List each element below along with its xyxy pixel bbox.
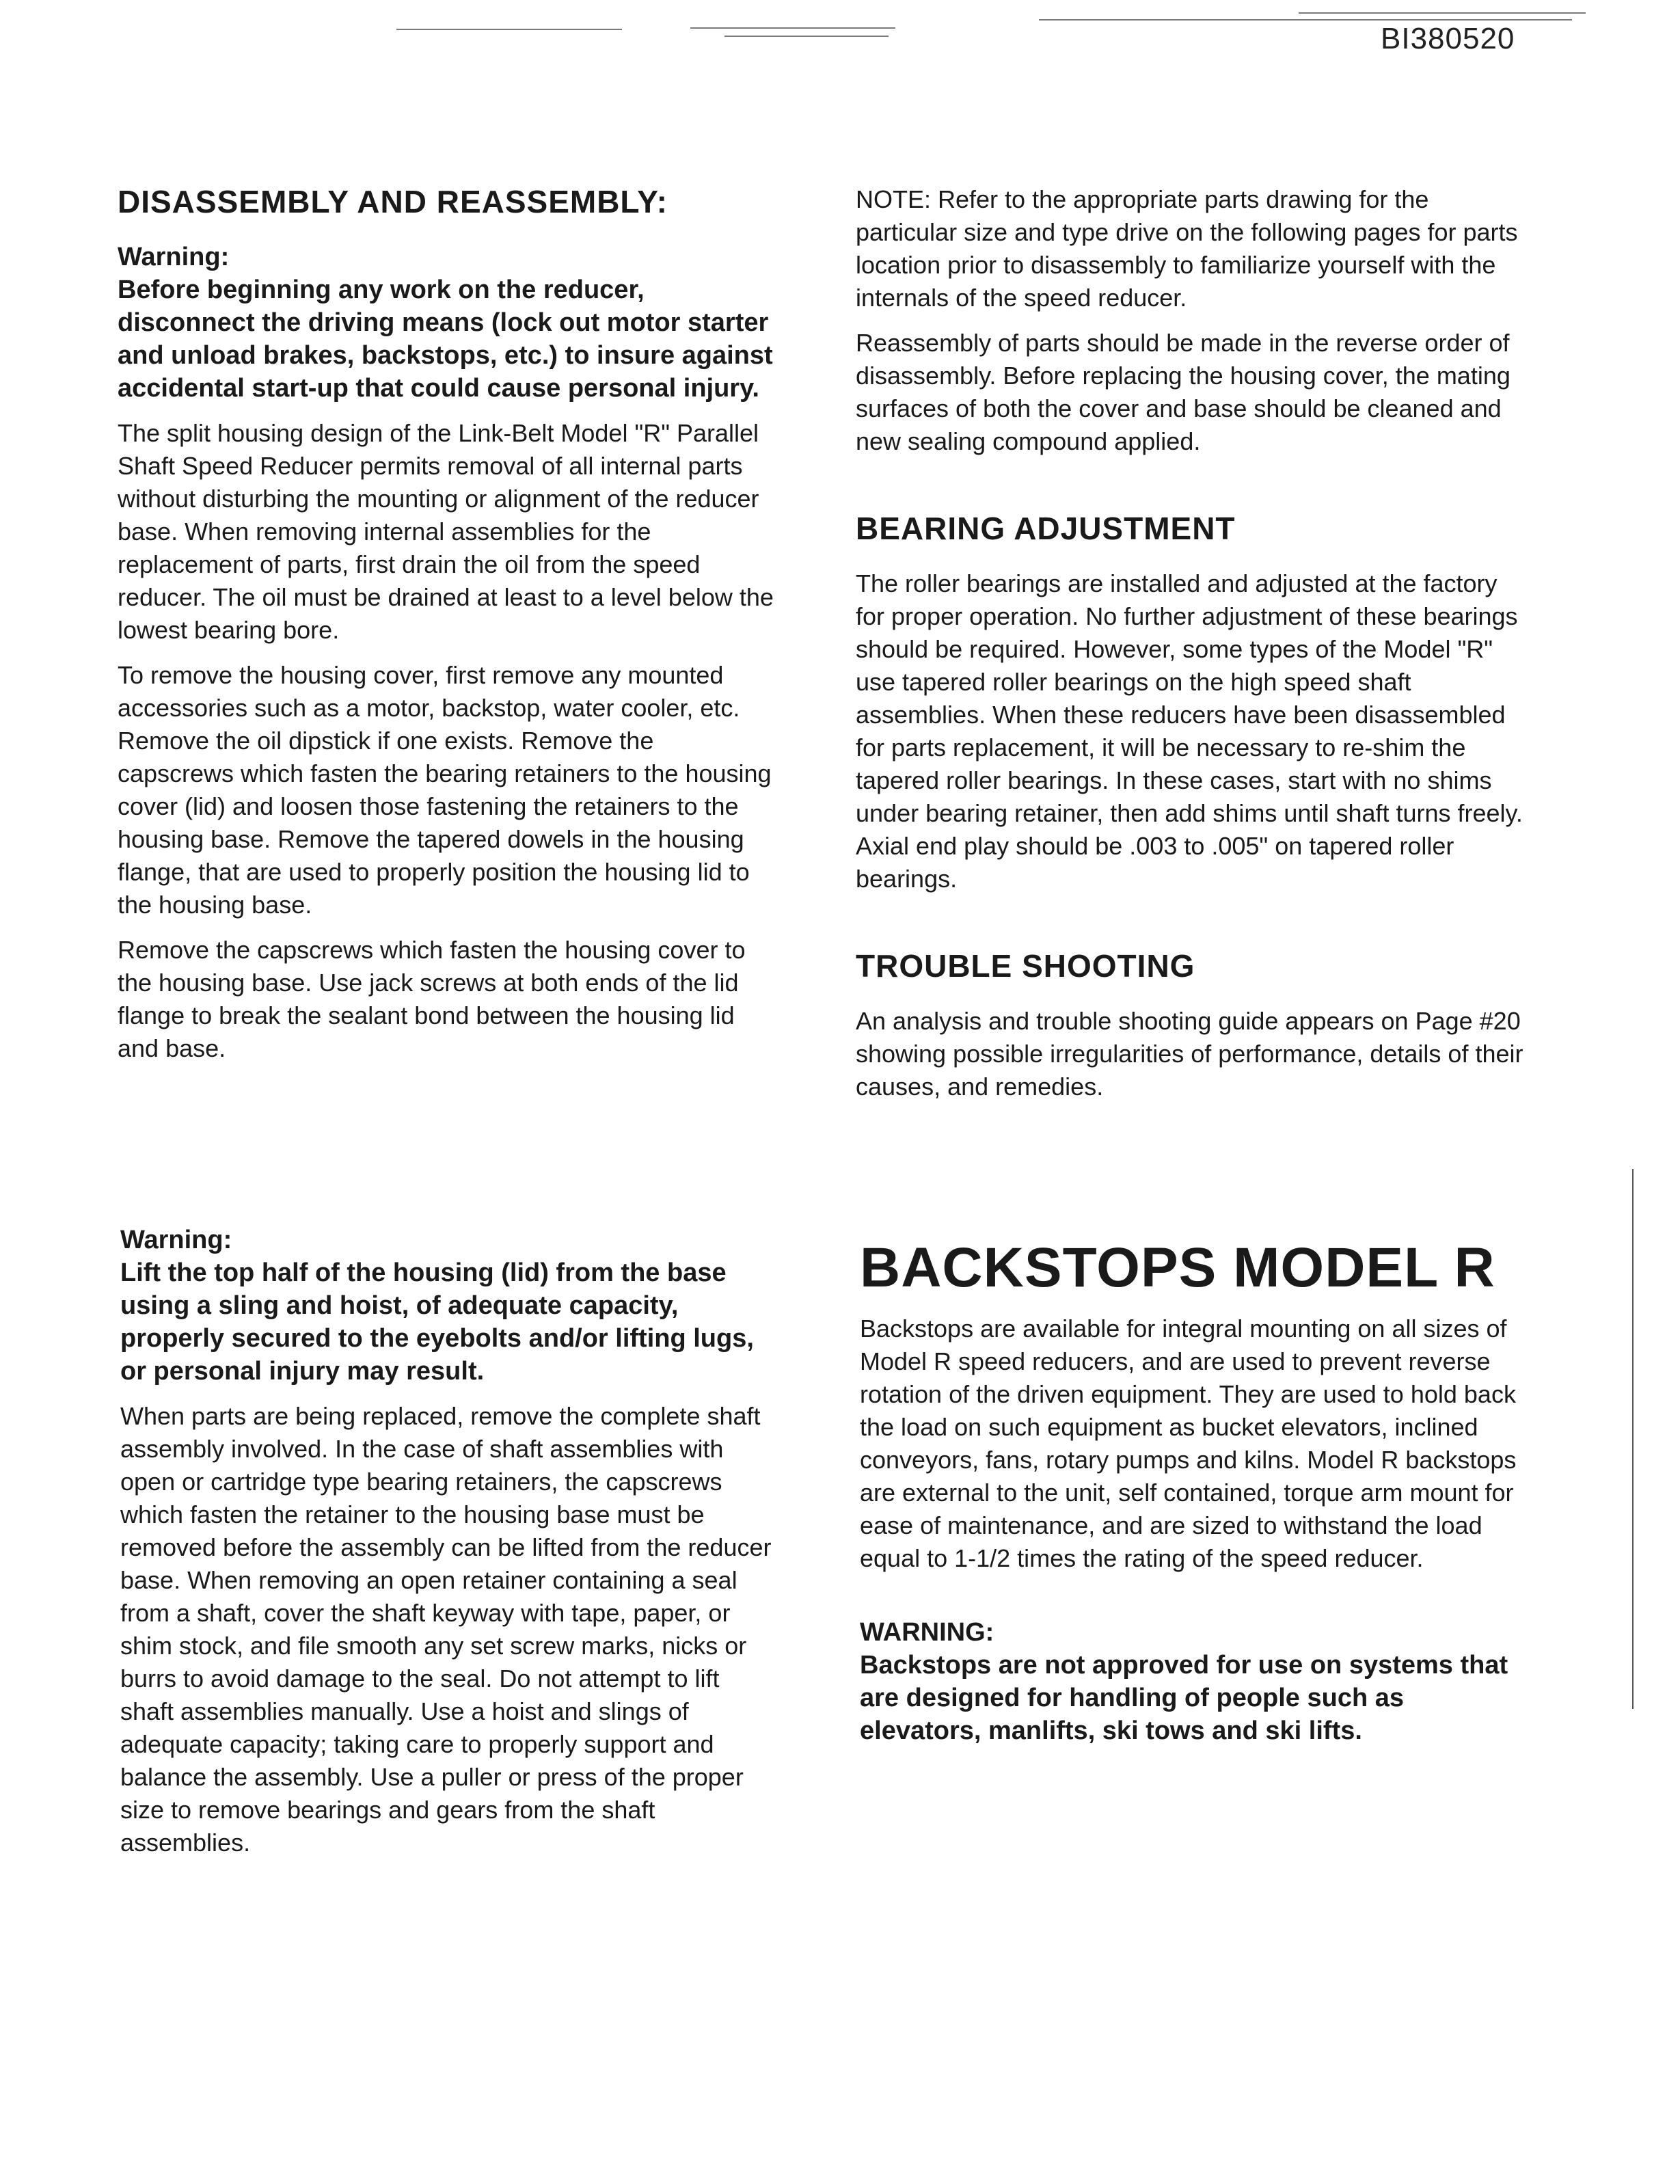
backstops-warning-text: Backstops are not approved for use on systems that are designed for handling of people such as elevators, manlifts, ski tows and ski lifts. [860,1651,1508,1746]
bearing-heading: BEARING ADJUSTMENT [856,511,1236,546]
disassembly-paragraph: To remove the housing cover, first remove any mounted accessories such as a motor, backstop, water cooler, etc. Remove the oil dipstick if one exists. Remove the capscrews which fasten the bearing retainers to the housing cover (lid) and loosen those fastening the retainers to the housing base. Remove the tapered dowels in the housing flange, that are used to properly position the housing lid to the housing base. [118,661,772,919]
backstops-paragraph: Backstops are available for integral mounting on all sizes of Model R speed reducers, and are used to prevent reverse rotation of the driven equipment. They are used to hold back the load on such equipment as bucket elevators, inclined conveyors, fans, rotary pumps and kilns. Model R backstops are external to the unit, self contained, torque arm mount for ease of maintenance, and are sized to withstand the load equal to 1-1/2 times the rating of the speed reducer. [860,1315,1517,1573]
scan-artifact-line [690,27,895,29]
trouble-paragraph: An analysis and trouble shooting guide appears on Page #20 showing possible irregularities of performance, details of their causes, and remedies. [856,1007,1523,1101]
reassembly-paragraph: Reassembly of parts should be made in the reverse order of disassembly. Before replacing the housing cover, the mating surfaces of both the cover and base should be cleaned and new sealing compound applied. [856,329,1510,455]
backstops-section [860,1237,1530,1760]
disassembly-section [118,183,774,1077]
scan-artifact-line [396,29,622,30]
disassembly-warning-label: Warning: [118,243,230,271]
lifting-section [120,1224,776,1872]
document-id: BI380520 [1381,22,1515,55]
disassembly-paragraph: The split housing design of the Link-Belt Model "R" Parallel Shaft Speed Reducer permits removal of all internal parts without disturbing the mounting or alignment of the reducer base. When removing internal assemblies for the replacement of parts, first drain the oil from the speed reducer. The oil must be drained at least to a level below the lowest bearing bore. [118,419,774,644]
lifting-warning-label: Warning: [120,1226,232,1254]
disassembly-warning-text: Before beginning any work on the reducer, disconnect the driving means (lock out motor starter and unload brakes, backstops, etc.) to insure against accidental start-up that could cause personal injury. [118,275,773,403]
lifting-paragraph: When parts are being replaced, remove the complete shaft assembly involved. In the case of shaft assemblies with open or cartridge type bearing retainers, the capscrews which fasten the retainer to the housing base must be removed before the assembly can be lifted from the reducer base. When removing an open retainer containing a seal from a shaft, cover the shaft keyway with tape, paper, or shim stock, and file smooth any set screw marks, nicks or burrs to avoid damage to the seal. Do not attempt to lift shaft assemblies manually. Use a hoist and slings of adequate capacity; taking care to properly support and balance the assembly. Use a puller or press of the proper size to remove bearings and gears from the shaft assemblies. [120,1402,772,1857]
disassembly-heading: DISASSEMBLY AND REASSEMBLY: [118,184,668,219]
margin-rule [1632,1169,1634,1709]
parts-drawing-note: NOTE: Refer to the appropriate parts drawing for the particular size and type drive on the following pages for parts location prior to disassembly to familiarize yourself with the internals of the speed reducer. [856,185,1518,312]
lifting-warning-text: Lift the top half of the housing (lid) from the base using a sling and hoist, of adequate capacity, properly secured to the eyebolts and/or lifting lugs, or personal injury may result. [120,1258,754,1386]
scan-artifact-line [1299,12,1586,14]
bearing-paragraph: The roller bearings are installed and adjusted at the factory for proper operation. No further adjustment of these bearings should be required. However, some types of the Model "R" use tapered roller bearings on the high speed shaft assemblies. When these reducers have been disassembled for parts replacement, it will be necessary to re-shim the tapered roller bearings. In these cases, start with no shims under bearing retainer, then add shims until shaft turns freely. Axial end play should be .003 to .005" on tapered roller bearings. [856,569,1523,893]
backstops-warning-label: WARNING: [860,1618,994,1647]
scan-artifact-line [724,36,889,37]
disassembly-paragraph: Remove the capscrews which fasten the housing cover to the housing base. Use jack screws at both ends of the lid flange to break the sealant bond between the housing lid and base. [118,936,746,1062]
scan-artifact-line [1039,19,1572,21]
backstops-heading: BACKSTOPS MODEL R [860,1237,1495,1299]
notes-section [856,183,1526,1116]
trouble-heading: TROUBLE SHOOTING [856,948,1195,984]
